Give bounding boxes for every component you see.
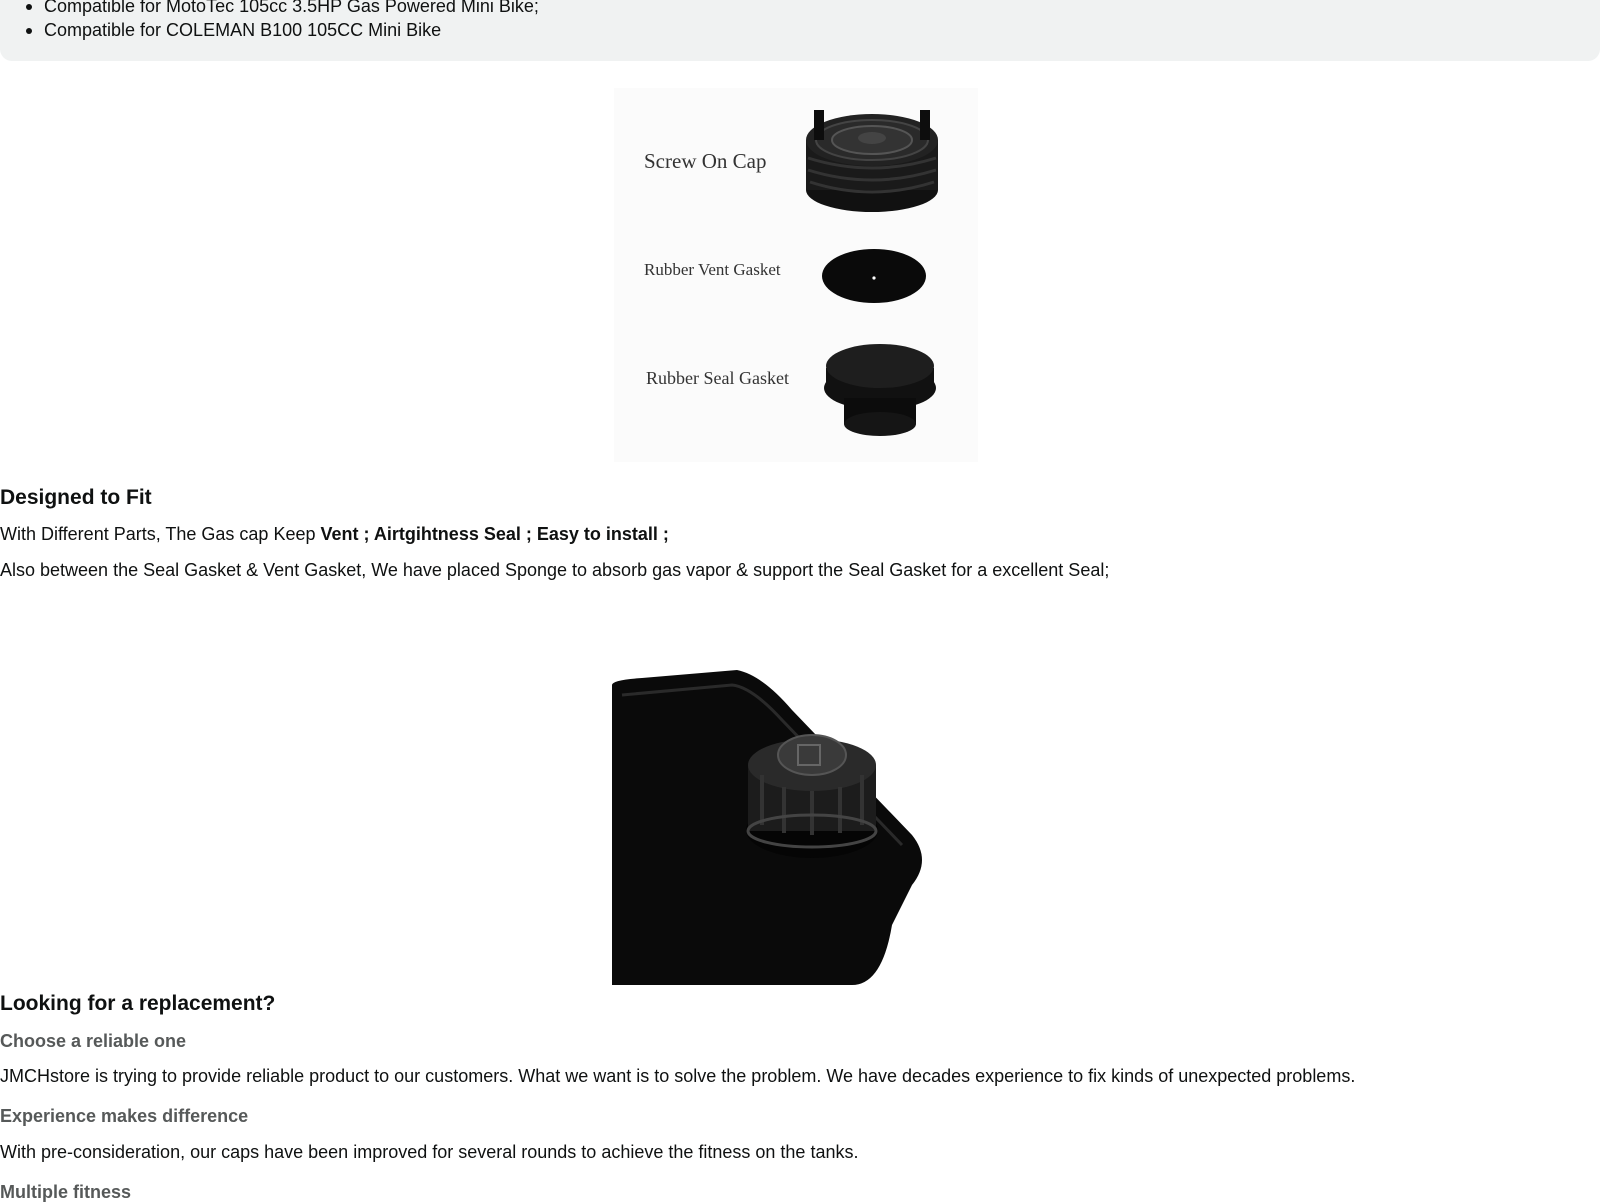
seal-gasket-icon: [824, 344, 936, 436]
paragraph: JMCHstore is trying to provide reliable product to our customers. What we want is to solve the problem. We have decades experience to fix kinds of unexpected problems.: [0, 1066, 1356, 1086]
section-heading: Looking for a replacement?: [0, 992, 276, 1015]
screw-cap-icon: [806, 110, 938, 212]
subheading: Experience makes difference: [0, 1106, 249, 1126]
bold-text: Vent ; Airtgihtness Seal ; Easy to install ;: [320, 524, 669, 544]
section-heading: Designed to Fit: [0, 486, 152, 509]
part-label: Rubber Seal Gasket: [646, 368, 789, 388]
list-item: Compatible for COLEMAN B100 105CC Mini Bike: [24, 18, 539, 42]
paragraph: [0, 522, 669, 546]
paragraph: Also between the Seal Gasket & Vent Gasket, We have placed Sponge to absorb gas vapor & support the Seal Gasket for a excellent Seal;: [0, 560, 1110, 580]
text: With Different Parts, The Gas cap Keep: [0, 524, 321, 544]
vent-gasket-icon: [822, 249, 926, 303]
gas-cap-parts-image: [614, 88, 978, 462]
compatibility-list: [24, 0, 539, 42]
subheading: Multiple fitness: [0, 1182, 132, 1202]
subheading: Choose a reliable one: [0, 1031, 187, 1051]
paragraph: With pre-consideration, our caps have been improved for several rounds to achieve the fitness on the tanks.: [0, 1142, 859, 1162]
list-item: Compatible for MotoTec 105cc 3.5HP Gas Powered Mini Bike;: [24, 0, 539, 18]
compatibility-box: [0, 0, 1600, 61]
part-label: Rubber Vent Gasket: [644, 260, 781, 279]
gas-tank-cap-image: [612, 675, 936, 985]
part-label: Screw On Cap: [644, 149, 767, 173]
